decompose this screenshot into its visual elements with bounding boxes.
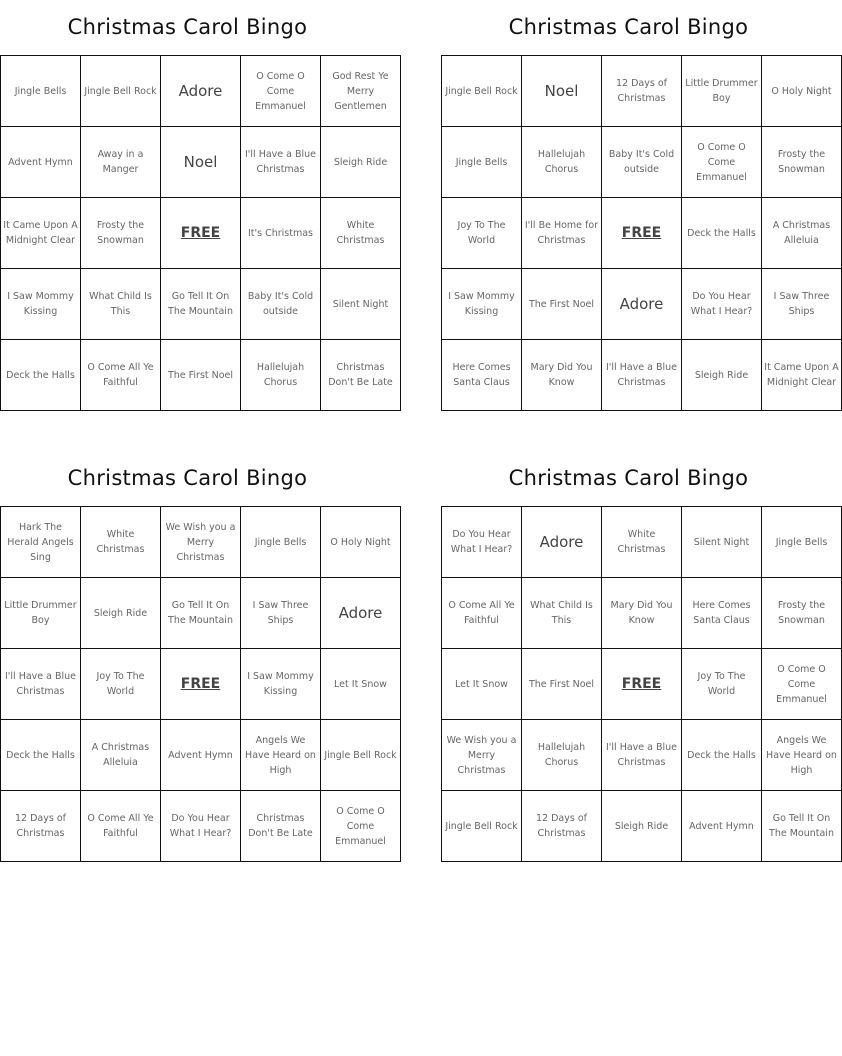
bingo-cell: Adore [522,507,602,578]
bingo-row [442,578,842,649]
bingo-row [442,649,842,720]
bingo-cell: Deck the Halls [1,720,81,791]
bingo-cell: Joy To The World [682,649,762,720]
bingo-cell: Hallelujah Chorus [241,340,321,411]
bingo-cell: I'll Have a Blue Christmas [1,649,81,720]
bingo-cell: What Child Is This [522,578,602,649]
bingo-cell: Jingle Bells [1,56,81,127]
bingo-cell: Silent Night [682,507,762,578]
bingo-cell: Advent Hymn [161,720,241,791]
bingo-cell: I Saw Three Ships [241,578,321,649]
bingo-cell: Advent Hymn [1,127,81,198]
bingo-cell: Deck the Halls [682,720,762,791]
bingo-cell: Let It Snow [442,649,522,720]
bingo-cell: Do You Hear What I Hear? [682,269,762,340]
bingo-cell: Away in a Manger [81,127,161,198]
bingo-cell: Go Tell It On The Mountain [161,578,241,649]
bingo-cell: Sleigh Ride [321,127,401,198]
bingo-cell: Let It Snow [321,649,401,720]
bingo-cell: I Saw Mommy Kissing [241,649,321,720]
bingo-cell: It's Christmas [241,198,321,269]
free-space: FREE [161,198,241,269]
bingo-cell: Hallelujah Chorus [522,720,602,791]
bingo-cell: I'll Have a Blue Christmas [602,720,682,791]
bingo-cell: Frosty the Snowman [81,198,161,269]
bingo-row [442,269,842,340]
bingo-cell: Jingle Bells [762,507,842,578]
bingo-cell: Do You Hear What I Hear? [442,507,522,578]
bingo-cell: Hark The Herald Angels Sing [1,507,81,578]
bingo-cell: Angels We Have Heard on High [762,720,842,791]
bingo-cell: 12 Days of Christmas [522,791,602,862]
bingo-cell: What Child Is This [81,269,161,340]
bingo-cell: Here Comes Santa Claus [682,578,762,649]
bingo-cell: Jingle Bell Rock [81,56,161,127]
bingo-cell: Go Tell It On The Mountain [762,791,842,862]
bingo-cell: O Holy Night [762,56,842,127]
bingo-row [1,791,401,862]
bingo-cell: The First Noel [522,649,602,720]
bingo-cell: Sleigh Ride [81,578,161,649]
bingo-cell: God Rest Ye Merry Gentlemen [321,56,401,127]
card-title: Christmas Carol Bingo [508,15,749,39]
bingo-cell: Silent Night [321,269,401,340]
bingo-cell: Joy To The World [81,649,161,720]
bingo-cell: We Wish you a Merry Christmas [442,720,522,791]
bingo-card [0,451,397,847]
bingo-cell: Frosty the Snowman [762,578,842,649]
bingo-cell: White Christmas [321,198,401,269]
free-space: FREE [161,649,241,720]
bingo-cell: Here Comes Santa Claus [442,340,522,411]
bingo-row [442,507,842,578]
bingo-cell: Angels We Have Heard on High [241,720,321,791]
bingo-cell: Adore [321,578,401,649]
free-space: FREE [602,198,682,269]
bingo-row [1,127,401,198]
bingo-cell: It Came Upon A Midnight Clear [1,198,81,269]
bingo-cell: Go Tell It On The Mountain [161,269,241,340]
bingo-cell: O Come All Ye Faithful [442,578,522,649]
bingo-cell: Adore [161,56,241,127]
bingo-row [1,507,401,578]
bingo-grid [441,506,842,862]
bingo-cell: Little Drummer Boy [682,56,762,127]
bingo-cell: O Come O Come Emmanuel [241,56,321,127]
bingo-row [1,649,401,720]
bingo-cell: Jingle Bell Rock [442,791,522,862]
bingo-row [1,340,401,411]
free-space: FREE [602,649,682,720]
bingo-cell: Mary Did You Know [522,340,602,411]
bingo-cell: The First Noel [522,269,602,340]
bingo-cell: Advent Hymn [682,791,762,862]
bingo-cell: Noel [522,56,602,127]
bingo-cell: Sleigh Ride [682,340,762,411]
bingo-cell: I'll Be Home for Christmas [522,198,602,269]
bingo-cell: It Came Upon A Midnight Clear [762,340,842,411]
bingo-cell: White Christmas [602,507,682,578]
bingo-cell: I'll Have a Blue Christmas [602,340,682,411]
bingo-cell: 12 Days of Christmas [602,56,682,127]
bingo-cell: Baby It's Cold outside [602,127,682,198]
bingo-card [441,0,839,388]
bingo-row [1,578,401,649]
bingo-cell: Noel [161,127,241,198]
bingo-cell: Joy To The World [442,198,522,269]
bingo-cell: The First Noel [161,340,241,411]
bingo-cell: I'll Have a Blue Christmas [241,127,321,198]
bingo-cell: Jingle Bell Rock [442,56,522,127]
bingo-cell: Sleigh Ride [602,791,682,862]
bingo-cell: Christmas Don't Be Late [241,791,321,862]
bingo-cell: Little Drummer Boy [1,578,81,649]
bingo-card [0,0,393,388]
bingo-row [1,56,401,127]
bingo-cell: Adore [602,269,682,340]
bingo-cell: O Come O Come Emmanuel [682,127,762,198]
bingo-row [1,720,401,791]
bingo-cell: Christmas Don't Be Late [321,340,401,411]
bingo-card [441,451,837,839]
bingo-cell: O Holy Night [321,507,401,578]
bingo-cell: I Saw Mommy Kissing [442,269,522,340]
bingo-cell: Baby It's Cold outside [241,269,321,340]
card-title: Christmas Carol Bingo [508,466,749,490]
bingo-grid [0,55,401,411]
card-title: Christmas Carol Bingo [67,15,308,39]
bingo-cell: Do You Hear What I Hear? [161,791,241,862]
bingo-cell: O Come All Ye Faithful [81,340,161,411]
bingo-cell: We Wish you a Merry Christmas [161,507,241,578]
bingo-cell: Frosty the Snowman [762,127,842,198]
bingo-row [442,791,842,862]
bingo-cell: A Christmas Alleluia [81,720,161,791]
bingo-row [1,198,401,269]
bingo-row [442,340,842,411]
bingo-cell: Jingle Bells [241,507,321,578]
bingo-cell: Deck the Halls [1,340,81,411]
bingo-grid [441,55,842,411]
bingo-row [442,198,842,269]
bingo-cell: 12 Days of Christmas [1,791,81,862]
bingo-cell: Jingle Bell Rock [321,720,401,791]
bingo-cell: O Come O Come Emmanuel [762,649,842,720]
bingo-cell: O Come O Come Emmanuel [321,791,401,862]
bingo-grid [0,506,401,862]
bingo-row [442,720,842,791]
bingo-cell: O Come All Ye Faithful [81,791,161,862]
bingo-cell: Hallelujah Chorus [522,127,602,198]
bingo-row [1,269,401,340]
bingo-cell: A Christmas Alleluia [762,198,842,269]
bingo-cell: I Saw Mommy Kissing [1,269,81,340]
bingo-cell: Deck the Halls [682,198,762,269]
card-title: Christmas Carol Bingo [67,466,308,490]
bingo-row [442,127,842,198]
bingo-row [442,56,842,127]
bingo-cell: Mary Did You Know [602,578,682,649]
bingo-cell: White Christmas [81,507,161,578]
bingo-cell: I Saw Three Ships [762,269,842,340]
bingo-cell: Jingle Bells [442,127,522,198]
